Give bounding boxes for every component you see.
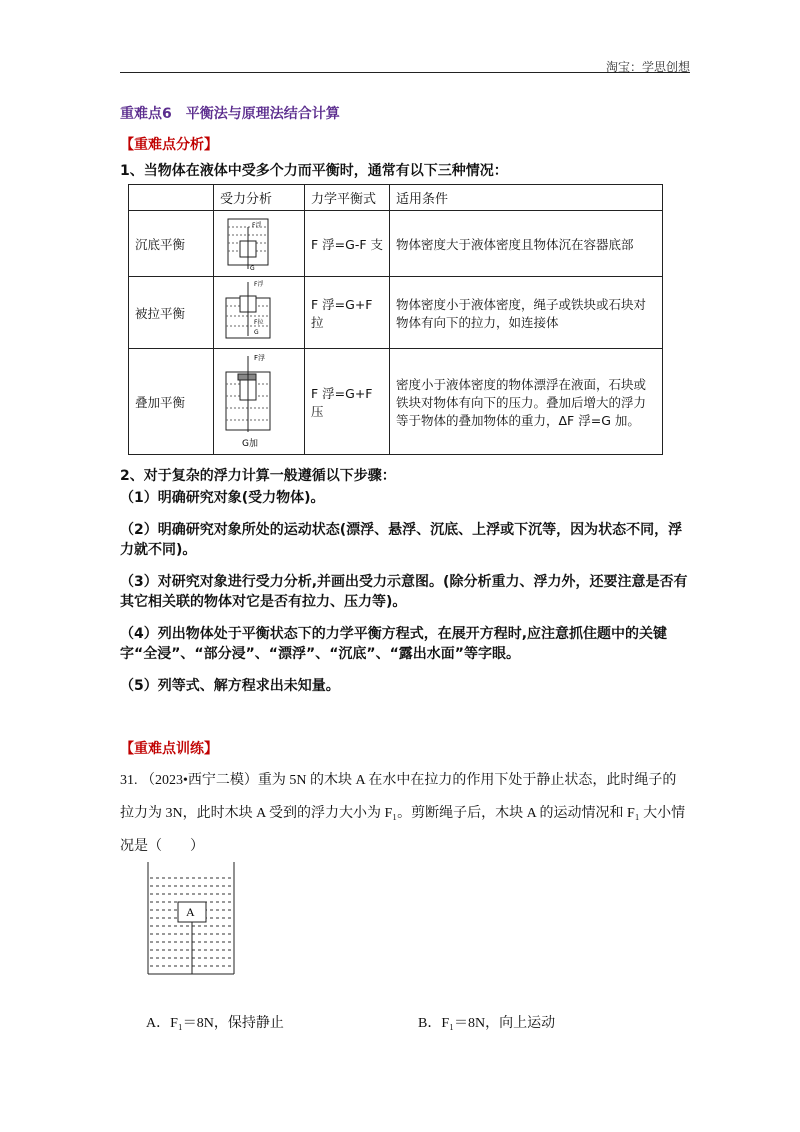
label-g: G: [250, 265, 255, 271]
diagram-stack: [214, 349, 305, 455]
label-f-float: F浮: [254, 281, 264, 288]
analysis-tag: 【重难点分析】: [120, 137, 218, 153]
row-name: 叠加平衡: [129, 349, 214, 455]
option-b[interactable]: B．F₁＝8N，向上运动: [418, 1016, 556, 1031]
steps-intro: 2、对于复杂的浮力计算一般遵循以下步骤：: [120, 468, 396, 484]
steps-list: [120, 488, 690, 708]
diagram-pull: [214, 277, 305, 349]
question-number: 31.: [120, 773, 138, 788]
label-f-float: F浮: [254, 354, 266, 362]
label-g-add: G加: [242, 439, 258, 448]
step-item: （1）明确研究对象(受力物体)。: [120, 490, 325, 506]
header-divider: [120, 72, 690, 73]
step-item: （5）列等式、解方程求出未知量。: [120, 678, 340, 694]
header-brand: 淘宝：学思创想: [605, 60, 690, 74]
force-table: [128, 184, 663, 455]
training-tag: 【重难点训练】: [120, 741, 218, 757]
row-eq: F 浮=G-F 支: [305, 211, 390, 277]
table-row: [129, 277, 663, 349]
table-header-cell: 力学平衡式: [305, 185, 390, 211]
row-eq: F 浮=G+F 压: [305, 349, 390, 455]
section-title: 重难点6 平衡法与原理法结合计算: [120, 106, 340, 122]
question-text: （2023•西宁二模）重为 5N 的木块 A 在水中在拉力的作用下处于静止状态，此时绳子的拉力为 3N，此时木块 A 受到的浮力大小为 F₁。剪断绳子后，木块 A 的运动情况和 F₁ 大小情况是（ ）: [120, 773, 686, 854]
diagram-sink: [214, 211, 305, 277]
step-item: （3）对研究对象进行受力分析,并画出受力示意图。(除分析重力、浮力外，还要注意是否有其它相关联的物体对它是否有拉力、压力等)。: [120, 574, 688, 610]
question-figure: [146, 858, 236, 978]
step-item: （4）列出物体处于平衡状态下的力学平衡方程式，在展开方程时,应注意抓住题中的关键字“全浸”、“部分浸”、“漂浮”、“沉底”、“露出水面”等字眼。: [120, 626, 668, 662]
label-f-float: F浮: [252, 222, 262, 229]
table-header-cell: 受力分析: [214, 185, 305, 211]
row-name: 沉底平衡: [129, 211, 214, 277]
option-a[interactable]: A．F₁＝8N，保持静止: [146, 1016, 284, 1031]
label-f-pull: F拉: [254, 319, 264, 326]
step-item: （2）明确研究对象所处的运动状态(漂浮、悬浮、沉底、上浮或下沉等，因为状态不同，浮力就不同)。: [120, 522, 683, 558]
label-g: G: [254, 329, 259, 336]
table-row: [129, 211, 663, 277]
question-31: [120, 764, 690, 863]
row-cond: 物体密度大于液体密度且物体沉在容器底部: [390, 211, 663, 277]
table-header-row: [129, 185, 663, 211]
table-header-cell: [129, 185, 214, 211]
row-name: 被拉平衡: [129, 277, 214, 349]
row-eq: F 浮=G+F 拉: [305, 277, 390, 349]
block-label: A: [186, 905, 195, 919]
intro-text: 1、当物体在液体中受多个力而平衡时，通常有以下三种情况：: [120, 163, 508, 179]
table-row: [129, 349, 663, 455]
table-header-cell: 适用条件: [390, 185, 663, 211]
row-cond: 密度小于液体密度的物体漂浮在液面，石块或铁块对物体有向下的压力。叠加后增大的浮力等于物体的叠加物体的重力，ΔF 浮=G 加。: [390, 349, 663, 455]
row-cond: 物体密度小于液体密度，绳子或铁块或石块对物体有向下的拉力，如连接体: [390, 277, 663, 349]
